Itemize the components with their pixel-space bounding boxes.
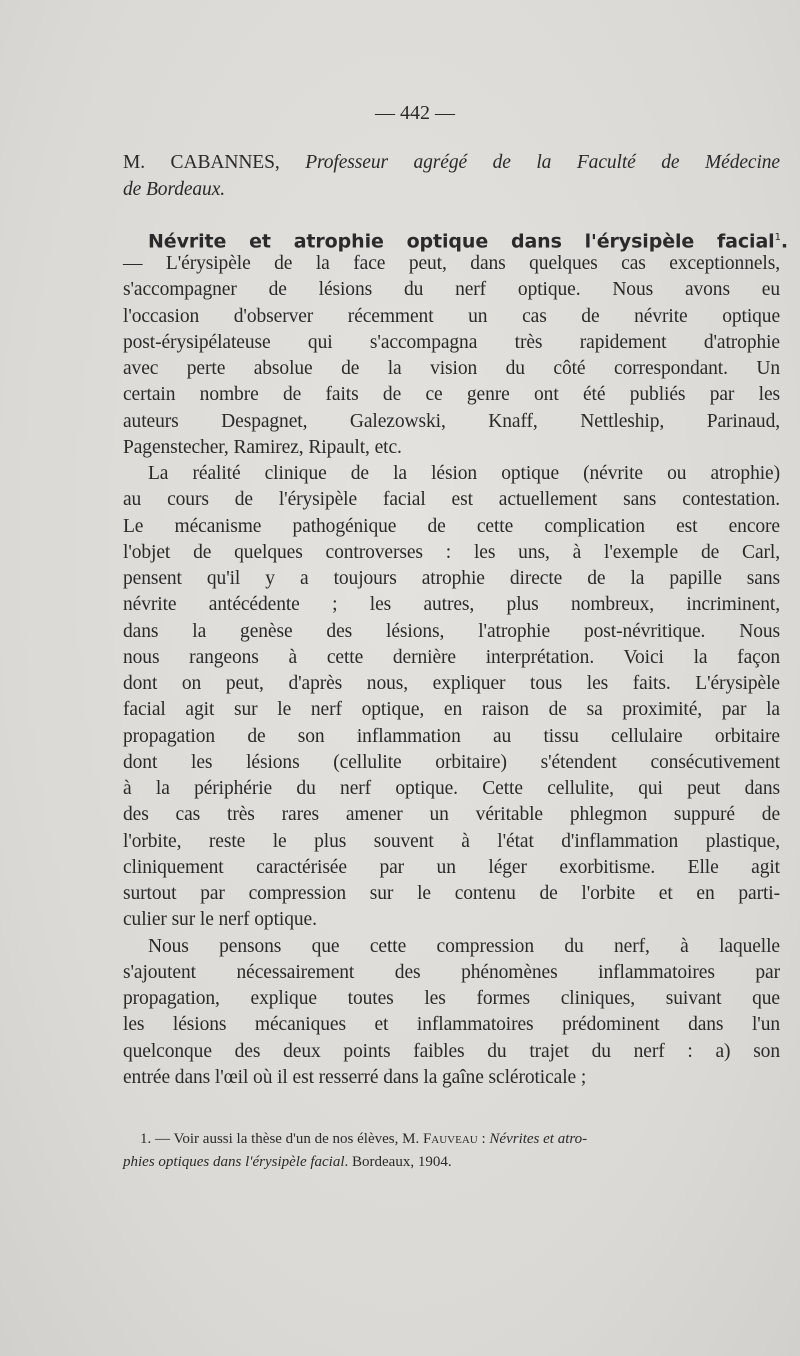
body-line: Le mécanisme pathogénique de cette complication est encore xyxy=(123,515,780,537)
body-line: cliniquement caractérisée par un léger exorbitisme. Elle agit xyxy=(123,856,780,878)
heading-text: Névrite et atrophie optique dans l'érysipèle facial xyxy=(148,230,775,253)
article-heading xyxy=(148,225,788,254)
body-line: culier sur le nerf optique. xyxy=(123,909,317,931)
body-line: surtout par compression sur le contenu de l'orbite et en parti- xyxy=(123,883,780,904)
body-line: au cours de l'érysipèle facial est actuellement sans contestation. xyxy=(123,489,780,511)
body-line: Nous pensons que cette compression du nerf, à laquelle xyxy=(148,935,780,957)
body-line: dont les lésions (cellulite orbitaire) s'étendent consécutivement xyxy=(123,751,780,773)
body-line: entrée dans l'œil où il est resserré dans la gaîne scléroticale ; xyxy=(123,1066,587,1088)
body-line: pensent qu'il y a toujours atrophie directe de la papille sans xyxy=(123,568,780,589)
footnote-publication: . Bordeaux, 1904. xyxy=(344,1154,452,1170)
body-line: auteurs Despagnet, Galezowski, Knaff, Nettleship, Parinaud, xyxy=(123,410,780,432)
body-line: certain nombre de faits de ce genre ont été publiés par les xyxy=(123,384,780,406)
footnote-title: Névrites et atro- xyxy=(489,1131,588,1147)
author-title: Professeur agrégé de la Faculté de Médecine xyxy=(305,152,780,173)
footnote-author: Fauveau xyxy=(422,1131,478,1147)
body-line: à la périphérie du nerf optique. Cette cellulite, qui peut dans xyxy=(123,778,780,799)
body-line: des cas très rares amener un véritable phlegmon suppuré de xyxy=(123,804,780,826)
body-line: Pagenstecher, Ramirez, Ripault, etc. xyxy=(123,436,402,458)
page-number: — 442 — xyxy=(375,102,455,124)
footnote-line-2 xyxy=(123,1151,763,1174)
footnote-title-cont: phies optiques dans l'érysipèle facial xyxy=(123,1154,345,1170)
footnote-sep: : xyxy=(477,1131,490,1147)
body-line: propagation de son inflammation au tissu cellulaire orbitaire xyxy=(123,725,780,747)
body-line: post-érysipélateuse qui s'accompagna très rapidement d'atrophie xyxy=(123,331,780,353)
body-line: quelconque des deux points faibles du trajet du nerf : a) son xyxy=(123,1040,780,1062)
body-line: nous rangeons à cette dernière interprétation. Voici la façon xyxy=(123,646,780,668)
body-line: s'accompagner de lésions du nerf optique. Nous avons eu xyxy=(123,279,780,301)
heading-period: . xyxy=(780,230,788,253)
body-line: avec perte absolue de la vision du côté correspondant. Un xyxy=(123,358,780,379)
author-line xyxy=(123,150,780,176)
body-line: l'occasion d'observer récemment un cas de névrite optique xyxy=(123,305,780,327)
body-line: facial agit sur le nerf optique, en raison de sa proximité, par la xyxy=(123,699,780,721)
author-name: M. CABANNES, xyxy=(123,152,280,173)
body-line: La réalité clinique de la lésion optique (névrite ou atrophie) xyxy=(148,463,780,484)
body-line: l'objet de quelques controverses : les uns, à l'exemple de Carl, xyxy=(123,541,780,563)
footnote-line-1 xyxy=(140,1128,780,1151)
body-line: propagation, explique toutes les formes cliniques, suivant que xyxy=(123,988,780,1009)
body-line: s'ajoutent nécessairement des phénomènes inflammatoires par xyxy=(123,961,780,983)
author-title-cont: de Bordeaux. xyxy=(123,179,226,200)
body-line: l'orbite, reste le plus souvent à l'état d'inflammation plastique, xyxy=(123,830,780,852)
body-line: dont on peut, d'après nous, expliquer tous les faits. L'érysipèle xyxy=(123,673,780,694)
body-line: névrite antécédente ; les autres, plus nombreux, incriminent, xyxy=(123,594,780,616)
footnote-number: 1. — Voir aussi la thèse d'un de nos élèves, M. xyxy=(140,1131,420,1147)
body-line: — L'érysipèle de la face peut, dans quelques cas exceptionnels, xyxy=(123,253,780,274)
body-line: les lésions mécaniques et inflammatoires prédominent dans l'un xyxy=(123,1014,780,1036)
body-line: dans la genèse des lésions, l'atrophie post-névritique. Nous xyxy=(123,620,780,642)
footnote-ref: 1 xyxy=(774,232,781,243)
